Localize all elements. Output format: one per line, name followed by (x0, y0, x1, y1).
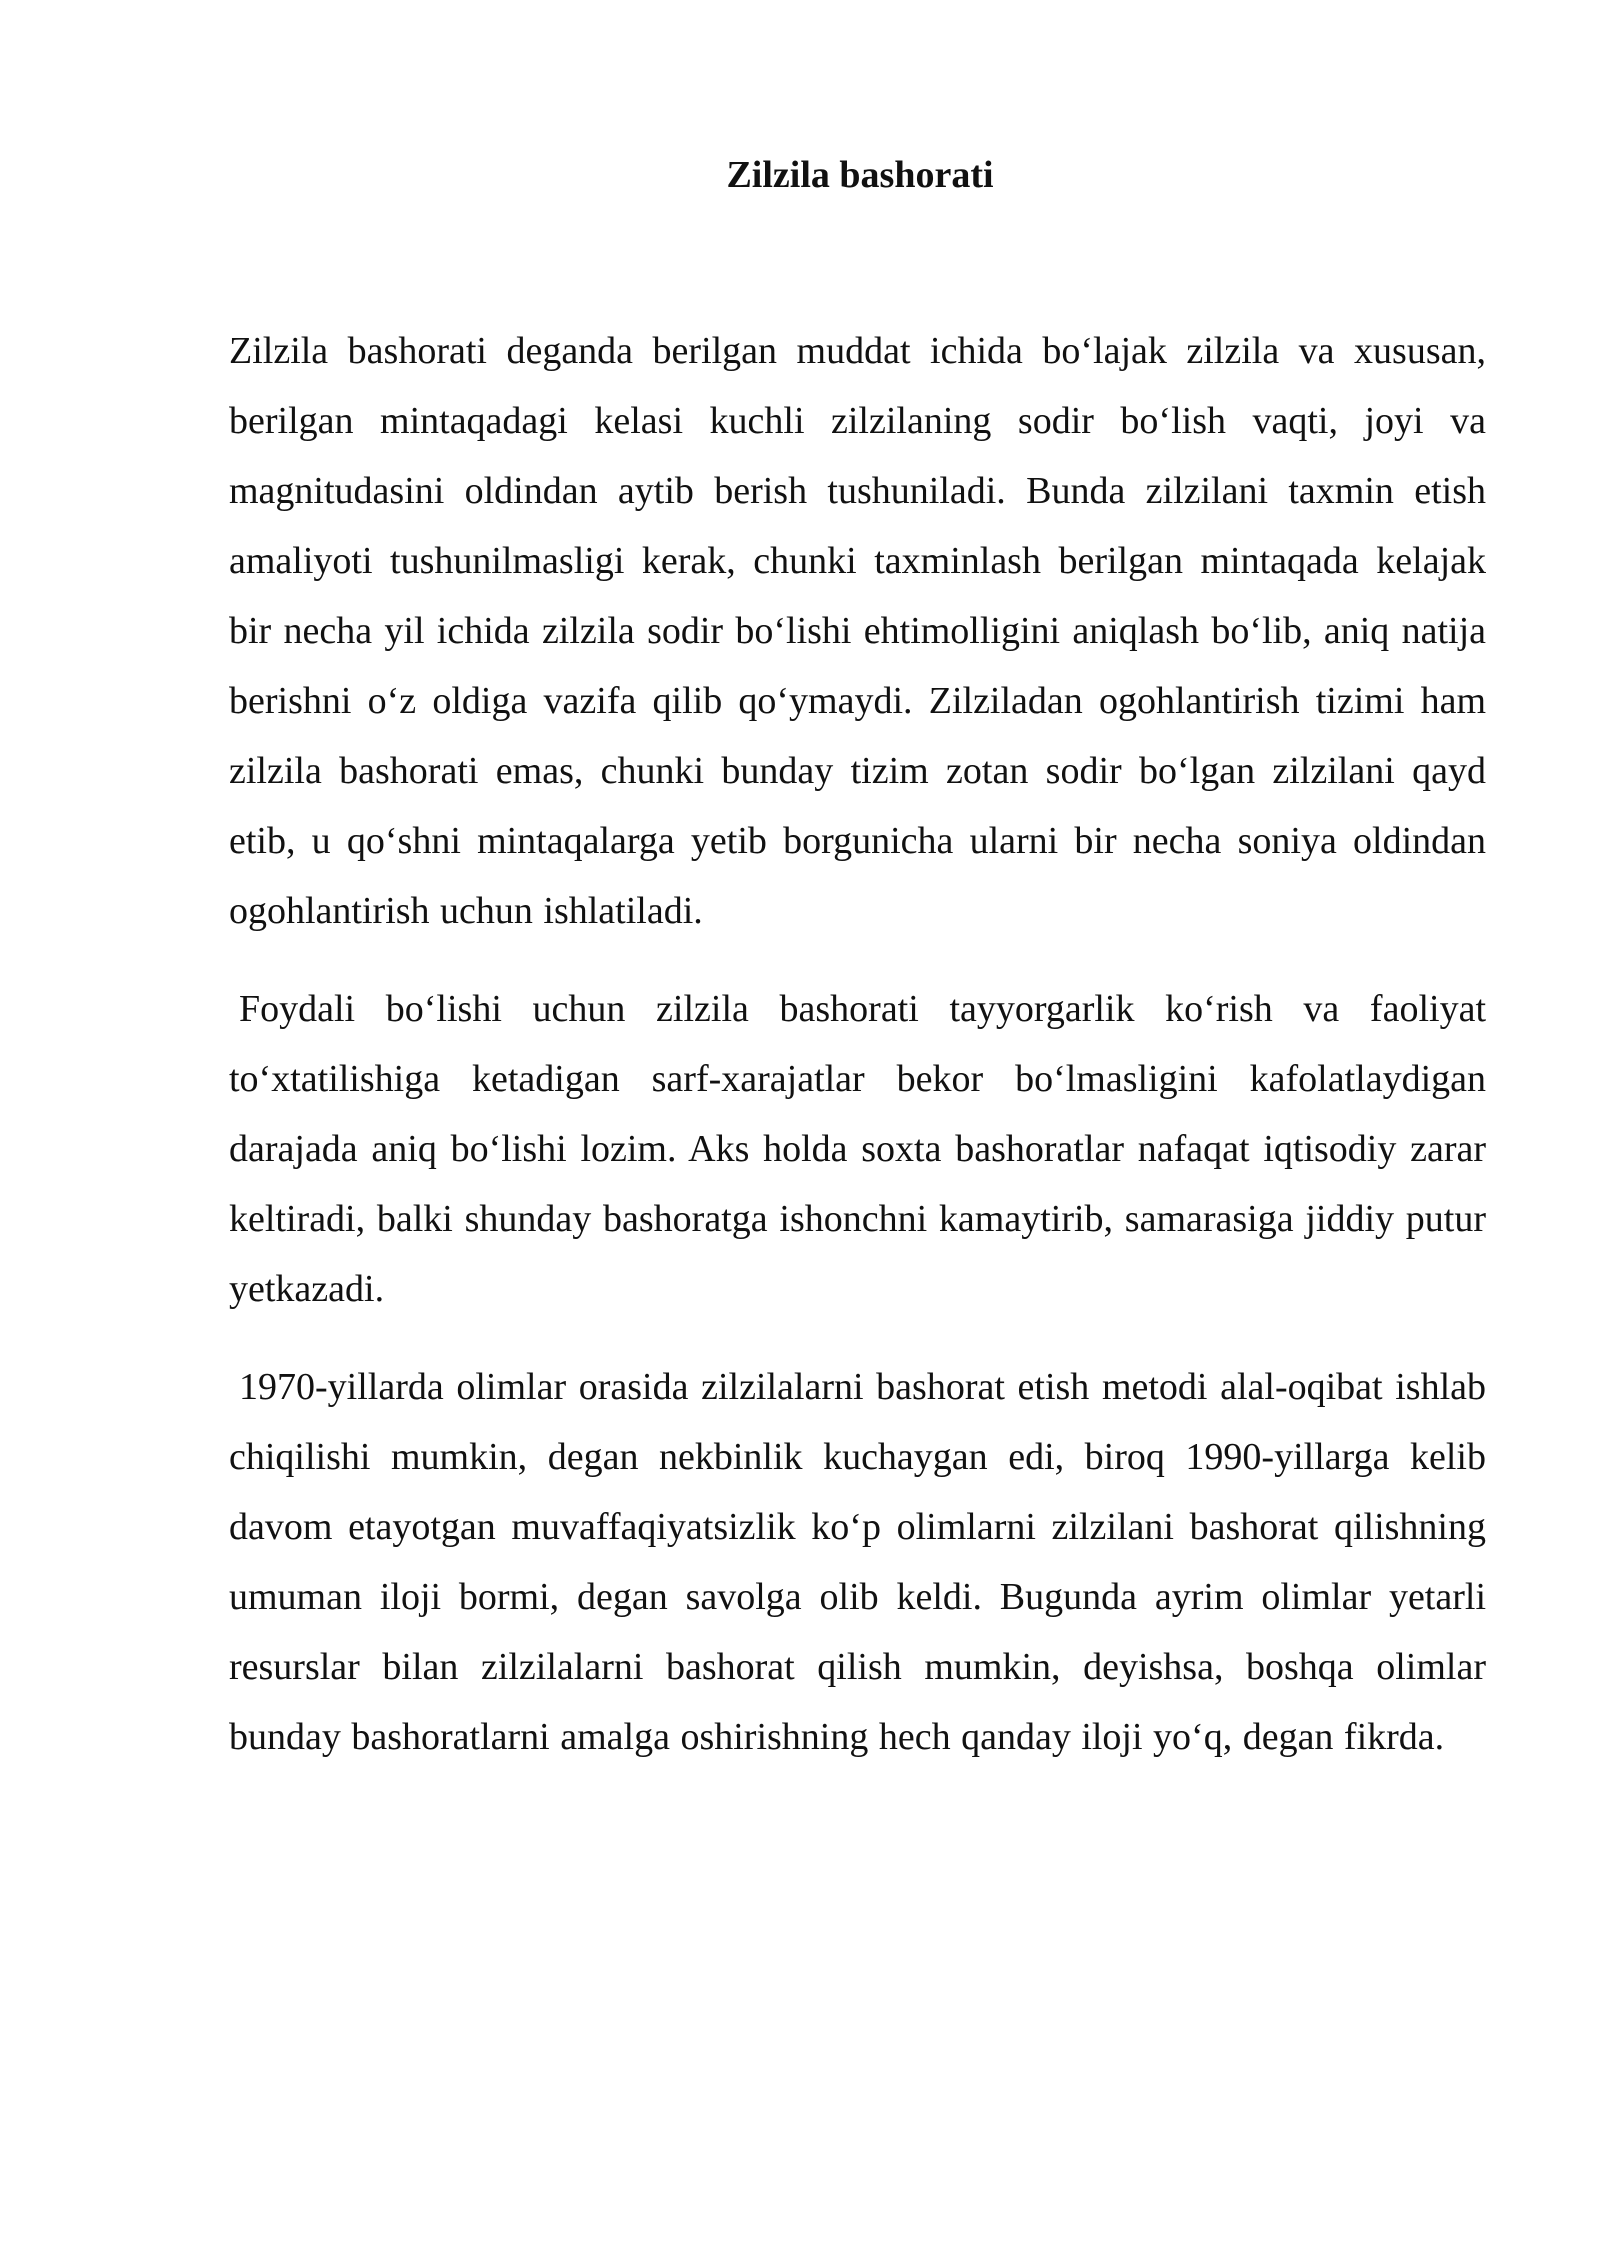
paragraph-definition: Zilzila bashorati deganda berilgan muddat ichida bo‘lajak zilzila va xususan, berilgan mintaqadagi kelasi kuchli zilzilaning sodir bo‘lish vaqti, joyi va magnitudasini oldindan aytib berish tushuniladi. Bunda zilzilani taxmin etish amaliyoti tushunilmasligi kerak, chunki taxminlash berilgan mintaqada kelajak bir necha yil ichida zilzila sodir bo‘lishi ehtimolligini aniqlash bo‘lib, aniq natija berishni o‘z oldiga vazifa qilib qo‘ymaydi. Zilziladan ogohlantirish tizimi ham zilzila bashorati emas, chunki bunday tizim zotan sodir bo‘lgan zilzilani qayd etib, u qo‘shni mintaqalarga yetib borgunicha ularni bir necha soniya oldindan ogohlantirish uchun ishlatiladi. (229, 330, 1486, 932)
document-body (229, 316, 1486, 1800)
paragraph-usefulness: Foydali bo‘lishi uchun zilzila bashorati tayyorgarlik ko‘rish va faoliyat to‘xtatilishiga ketadigan sarf-xarajatlar bekor bo‘lmasligini kafolatlaydigan darajada aniq bo‘lishi lozim. Aks holda soxta bashoratlar nafaqat iqtisodiy zarar keltiradi, balki shunday bashoratga ishonchni kamaytirib, samarasiga jiddiy putur yetkazadi. (229, 988, 1486, 1310)
page-title: Zilzila bashorati (726, 154, 994, 196)
paragraph-history: 1970-yillarda olimlar orasida zilzilalarni bashorat etish metodi alal-oqibat ishlab chiqilishi mumkin, degan nekbinlik kuchaygan edi, biroq 1990-yillarga kelib davom etayotgan muvaffaqiyatsizlik ko‘p olimlarni zilzilani bashorat qilishning umuman iloji bormi, degan savolga olib keldi. Bugunda ayrim olimlar yetarli resurslar bilan zilzilalarni bashorat qilish mumkin, deyishsa, boshqa olimlar bunday bashoratlarni amalga oshirishning hech qanday iloji yo‘q, degan fikrda. (229, 1366, 1486, 1758)
